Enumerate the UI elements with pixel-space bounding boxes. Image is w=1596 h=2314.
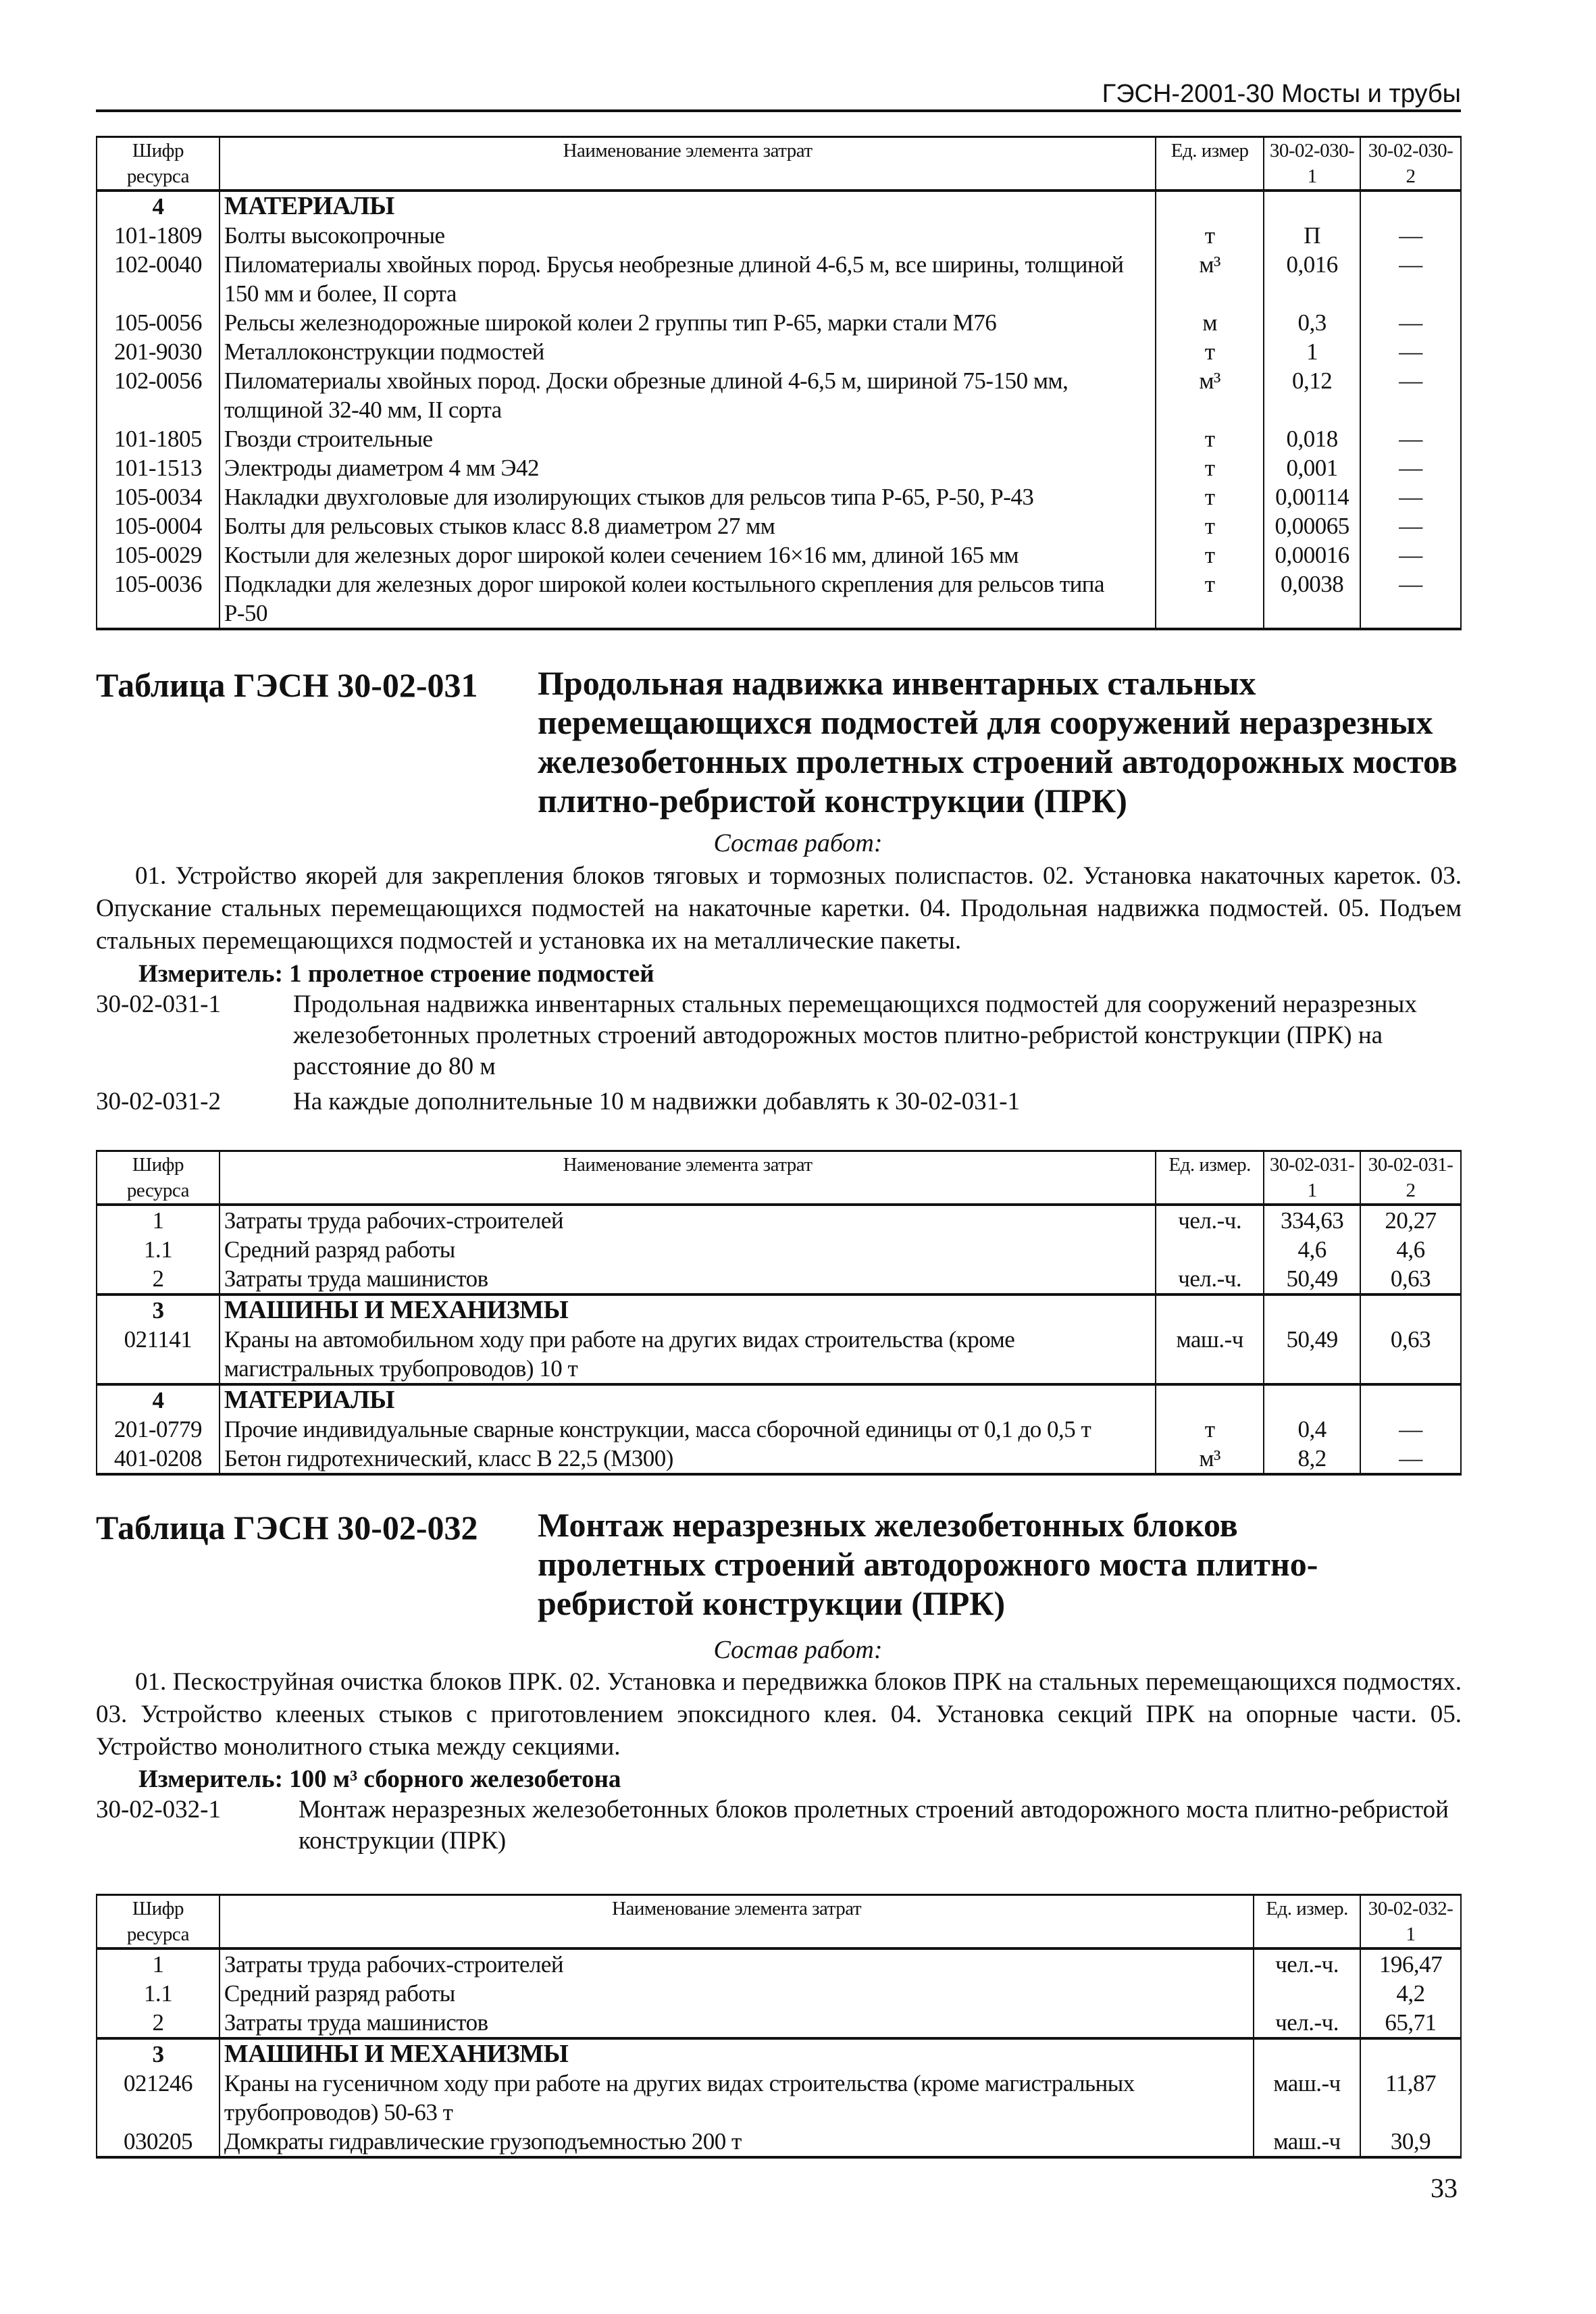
table-row [97, 1979, 1461, 2008]
table-row [97, 250, 1461, 308]
unit-of-measure: м³ [1156, 1444, 1264, 1474]
unit-of-measure [1254, 1979, 1360, 2008]
table-header-row [97, 137, 1461, 191]
unit-of-measure [1156, 1294, 1264, 1325]
unit-of-measure: чел.-ч. [1254, 2008, 1360, 2038]
norm-item [96, 989, 1462, 1082]
table-row [97, 308, 1461, 337]
resource-code: 1.1 [97, 1235, 220, 1264]
column-header: 30-02-031-1 [1264, 1151, 1360, 1205]
resource-code: 3 [97, 2038, 220, 2069]
column-header: Ед. измер. [1156, 1151, 1264, 1205]
norm-value: — [1360, 221, 1461, 250]
column-header: Наименование элемента затрат [220, 1151, 1156, 1205]
norm-value: 4,6 [1264, 1235, 1360, 1264]
norm-value: 0,63 [1360, 1264, 1461, 1294]
table-header-row [97, 1151, 1461, 1205]
norm-value: 0,0038 [1264, 570, 1360, 629]
resource-name: МАШИНЫ И МЕХАНИЗМЫ [220, 1294, 1156, 1325]
resource-name: Болты высокопрочные [220, 221, 1156, 250]
table-row [97, 570, 1461, 629]
resource-name: Костыли для железных дорог широкой колеи сечением 16×16 мм, длиной 165 мм [220, 540, 1156, 570]
norm-value: — [1360, 453, 1461, 482]
unit-of-measure: чел.-ч. [1254, 1948, 1360, 1979]
table-row [97, 337, 1461, 366]
norm-text: Продольная надвижка инвентарных стальных перемещающихся подмостей для сооружений неразрезных железобетонных пролетных строений автодорожных мостов плитно-ребристой конструкции (ПРК) на расстояние до 80 м [293, 990, 1417, 1080]
norm-value: 0,3 [1264, 308, 1360, 337]
measure-031: Измеритель: 1 пролетное строение подмостей [138, 960, 654, 988]
norm-value [1360, 1384, 1461, 1415]
resource-code: 1.1 [97, 1979, 220, 2008]
norm-value: — [1360, 1444, 1461, 1474]
section-row [97, 1384, 1461, 1415]
resource-name: Электроды диаметром 4 мм Э42 [220, 453, 1156, 482]
norm-value: — [1360, 366, 1461, 424]
norm-value: — [1360, 250, 1461, 308]
table-caption-031: Таблица ГЭСН 30-02-031 [96, 666, 478, 704]
running-header [96, 76, 1461, 112]
resource-name: Краны на автомобильном ходу при работе на других видах строительства (кроме магистральных трубопроводов) 10 т [220, 1325, 1156, 1384]
table-caption-032: Таблица ГЭСН 30-02-032 [96, 1509, 478, 1546]
resource-name: Накладки двухголовые для изолирующих стыков для рельсов типа Р-65, Р-50, Р-43 [220, 482, 1156, 511]
column-header: 30-02-030-1 [1264, 137, 1360, 191]
resource-code: 030205 [97, 2127, 220, 2157]
norm-value: 0,4 [1264, 1415, 1360, 1444]
resource-code: 4 [97, 191, 220, 221]
resource-table-032 [96, 1894, 1462, 2159]
table-row [97, 511, 1461, 540]
table-row [97, 2069, 1461, 2127]
norm-value: 8,2 [1264, 1444, 1360, 1474]
unit-of-measure [1254, 2038, 1360, 2069]
table-row [97, 221, 1461, 250]
norm-value: — [1360, 482, 1461, 511]
resource-name: МАТЕРИАЛЫ [220, 1384, 1156, 1415]
norm-value: — [1360, 540, 1461, 570]
resource-code: 4 [97, 1384, 220, 1415]
norm-value: 0,12 [1264, 366, 1360, 424]
table-row [97, 453, 1461, 482]
norm-code: 30-02-031-2 [96, 1088, 221, 1115]
resource-name: Металлоконструкции подмостей [220, 337, 1156, 366]
resource-code: 105-0056 [97, 308, 220, 337]
column-header: 30-02-030-2 [1360, 137, 1461, 191]
resource-code: 2 [97, 1264, 220, 1294]
column-header: Ед. измер [1156, 137, 1264, 191]
work-composition-031: 01. Устройство якорей для закрепления блоков тяговых и тормозных полиспастов. 02. Установка накаточных кареток. 03. Опускание стальных перемещающихся подмостей на накаточные каретки. 04. Продольная надвижка подмостей. 05. Подъем стальных перемещающихся подмостей и установка их на металлические пакеты. [96, 862, 1462, 955]
norm-value [1360, 2038, 1461, 2069]
column-header: Ед. измер. [1254, 1895, 1360, 1949]
norm-value: 334,63 [1264, 1205, 1360, 1235]
resource-code: 101-1805 [97, 424, 220, 453]
resource-code: 1 [97, 1205, 220, 1235]
table-row [97, 1415, 1461, 1444]
section-row [97, 191, 1461, 221]
unit-of-measure: т [1156, 221, 1264, 250]
norm-value: 0,016 [1264, 250, 1360, 308]
norm-value [1264, 191, 1360, 221]
column-header: Шифр ресурса [97, 1151, 220, 1205]
norm-value: П [1264, 221, 1360, 250]
resource-code: 101-1809 [97, 221, 220, 250]
unit-of-measure: т [1156, 482, 1264, 511]
norm-value: 4,6 [1360, 1235, 1461, 1264]
measure-032: Измеритель: 100 м³ сборного железобетона [138, 1765, 621, 1793]
norm-value: — [1360, 337, 1461, 366]
column-header: Наименование элемента затрат [220, 137, 1156, 191]
resource-code: 3 [97, 1294, 220, 1325]
norm-value: — [1360, 511, 1461, 540]
resource-name: Краны на гусеничном ходу при работе на других видах строительства (кроме магистральных трубопроводов) 50-63 т [220, 2069, 1254, 2127]
norm-text: На каждые дополнительные 10 м надвижки добавлять к 30-02-031-1 [293, 1088, 1020, 1115]
resource-code: 1 [97, 1948, 220, 1979]
resource-name: МАШИНЫ И МЕХАНИЗМЫ [220, 2038, 1254, 2069]
norm-value: 30,9 [1360, 2127, 1461, 2157]
resource-name: Затраты труда рабочих-строителей [220, 1205, 1156, 1235]
resource-code: 021246 [97, 2069, 220, 2127]
resource-name: Болты для рельсовых стыков класс 8.8 диаметром 27 мм [220, 511, 1156, 540]
resource-code: 201-9030 [97, 337, 220, 366]
norm-value: 4,2 [1360, 1979, 1461, 2008]
table-row [97, 2008, 1461, 2038]
resource-code: 201-0779 [97, 1415, 220, 1444]
table-row [97, 482, 1461, 511]
norm-text: Монтаж неразрезных железобетонных блоков пролетных строений автодорожного моста плитно-ребристой конструкции (ПРК) [299, 1796, 1449, 1855]
column-header: 30-02-031-2 [1360, 1151, 1461, 1205]
unit-of-measure [1156, 1384, 1264, 1415]
table-row [97, 1205, 1461, 1235]
norm-value [1360, 1294, 1461, 1325]
table-row [97, 1444, 1461, 1474]
norm-code: 30-02-031-1 [96, 990, 221, 1018]
norm-value: 20,27 [1360, 1205, 1461, 1235]
resource-name: Средний разряд работы [220, 1979, 1254, 2008]
unit-of-measure: маш.-ч [1156, 1325, 1264, 1384]
resource-name: Пиломатериалы хвойных пород. Доски обрезные длиной 4-6,5 м, шириной 75-150 мм, толщиной 32-40 мм, II сорта [220, 366, 1156, 424]
unit-of-measure: т [1156, 540, 1264, 570]
norm-value: 0,018 [1264, 424, 1360, 453]
unit-of-measure: чел.-ч. [1156, 1264, 1264, 1294]
work-composition-label-032: Состав работ: [713, 1636, 883, 1664]
unit-of-measure [1156, 1235, 1264, 1264]
norm-value: — [1360, 1415, 1461, 1444]
resource-code: 101-1513 [97, 453, 220, 482]
resource-code: 105-0034 [97, 482, 220, 511]
norm-code: 30-02-032-1 [96, 1796, 221, 1823]
table-row [97, 1264, 1461, 1294]
resource-name: Прочие индивидуальные сварные конструкции, масса сборочной единицы от 0,1 до 0,5 т [220, 1415, 1156, 1444]
unit-of-measure: маш.-ч [1254, 2069, 1360, 2127]
table-row [97, 424, 1461, 453]
norm-item [96, 1794, 1462, 1857]
unit-of-measure [1156, 191, 1264, 221]
resource-name: Бетон гидротехнический, класс В 22,5 (М300) [220, 1444, 1156, 1474]
unit-of-measure: т [1156, 337, 1264, 366]
column-header: Наименование элемента затрат [220, 1895, 1254, 1949]
resource-code: 105-0004 [97, 511, 220, 540]
table-header-row [97, 1895, 1461, 1949]
table-row [97, 1325, 1461, 1384]
running-header-title: ГЭСН-2001-30 Мосты и трубы [1102, 80, 1461, 108]
resource-name: Домкраты гидравлические грузоподъемностью 200 т [220, 2127, 1254, 2157]
unit-of-measure: т [1156, 511, 1264, 540]
column-header: Шифр ресурса [97, 137, 220, 191]
unit-of-measure: т [1156, 424, 1264, 453]
norm-value: — [1360, 308, 1461, 337]
section-row [97, 1294, 1461, 1325]
table-title-031: Продольная надвижка инвентарных стальных перемещающихся подмостей для сооружений неразрезных железобетонных пролетных строений автодорожных мостов плитно-ребристой конструкции (ПРК) [538, 664, 1458, 820]
resource-name: Затраты труда рабочих-строителей [220, 1948, 1254, 1979]
resource-code: 102-0056 [97, 366, 220, 424]
section-row [97, 2038, 1461, 2069]
table-row [97, 366, 1461, 424]
norm-value: 0,00114 [1264, 482, 1360, 511]
work-composition-label-031: Состав работ: [713, 829, 883, 857]
norm-value: 196,47 [1360, 1948, 1461, 1979]
norm-value: 50,49 [1264, 1264, 1360, 1294]
norm-value: 0,63 [1360, 1325, 1461, 1384]
table-row [97, 1235, 1461, 1264]
norm-value: 0,00016 [1264, 540, 1360, 570]
table-row [97, 1948, 1461, 1979]
norm-value: 1 [1264, 337, 1360, 366]
resource-table-030 [96, 136, 1462, 630]
resource-name: Затраты труда машинистов [220, 2008, 1254, 2038]
column-header: 30-02-032-1 [1360, 1895, 1461, 1949]
resource-name: Подкладки для железных дорог широкой колеи костыльного скрепления для рельсов типа Р-50 [220, 570, 1156, 629]
resource-table-031 [96, 1150, 1462, 1476]
norm-value: 11,87 [1360, 2069, 1461, 2127]
resource-code: 105-0036 [97, 570, 220, 629]
norm-value [1360, 191, 1461, 221]
norm-value: — [1360, 570, 1461, 629]
resource-name: МАТЕРИАЛЫ [220, 191, 1156, 221]
resource-name: Затраты труда машинистов [220, 1264, 1156, 1294]
table-title-032: Монтаж неразрезных железобетонных блоков пролетных строений автодорожного моста плитно-ребристой конструкции (ПРК) [538, 1506, 1318, 1622]
resource-name: Пиломатериалы хвойных пород. Брусья необрезные длиной 4-6,5 м, все ширины, толщиной 150 мм и более, II сорта [220, 250, 1156, 308]
table-row [97, 540, 1461, 570]
norm-value: 0,001 [1264, 453, 1360, 482]
unit-of-measure: т [1156, 453, 1264, 482]
resource-name: Средний разряд работы [220, 1235, 1156, 1264]
norm-value: 65,71 [1360, 2008, 1461, 2038]
unit-of-measure: маш.-ч [1254, 2127, 1360, 2157]
unit-of-measure: т [1156, 1415, 1264, 1444]
resource-code: 105-0029 [97, 540, 220, 570]
resource-name: Гвозди строительные [220, 424, 1156, 453]
norm-value: — [1360, 424, 1461, 453]
page-number: 33 [1431, 2173, 1458, 2203]
unit-of-measure: м [1156, 308, 1264, 337]
work-composition-032: 01. Пескоструйная очистка блоков ПРК. 02. Установка и передвижка блоков ПРК на стальных перемещающихся подмостях. 03. Устройство клееных стыков с приготовлением эпоксидного клея. 04. Установка секций ПРК на опорные части. 05. Устройство монолитного стыка между секциями. [96, 1668, 1462, 1761]
norm-value [1264, 1294, 1360, 1325]
resource-code: 401-0208 [97, 1444, 220, 1474]
norm-value: 50,49 [1264, 1325, 1360, 1384]
norm-item [96, 1086, 1462, 1117]
resource-code: 021141 [97, 1325, 220, 1384]
norm-value: 0,00065 [1264, 511, 1360, 540]
unit-of-measure: чел.-ч. [1156, 1205, 1264, 1235]
unit-of-measure: т [1156, 570, 1264, 629]
unit-of-measure: м³ [1156, 250, 1264, 308]
norm-value [1264, 1384, 1360, 1415]
column-header: Шифр ресурса [97, 1895, 220, 1949]
table-row [97, 2127, 1461, 2157]
resource-code: 102-0040 [97, 250, 220, 308]
resource-name: Рельсы железнодорожные широкой колеи 2 группы тип Р-65, марки стали М76 [220, 308, 1156, 337]
unit-of-measure: м³ [1156, 366, 1264, 424]
resource-code: 2 [97, 2008, 220, 2038]
